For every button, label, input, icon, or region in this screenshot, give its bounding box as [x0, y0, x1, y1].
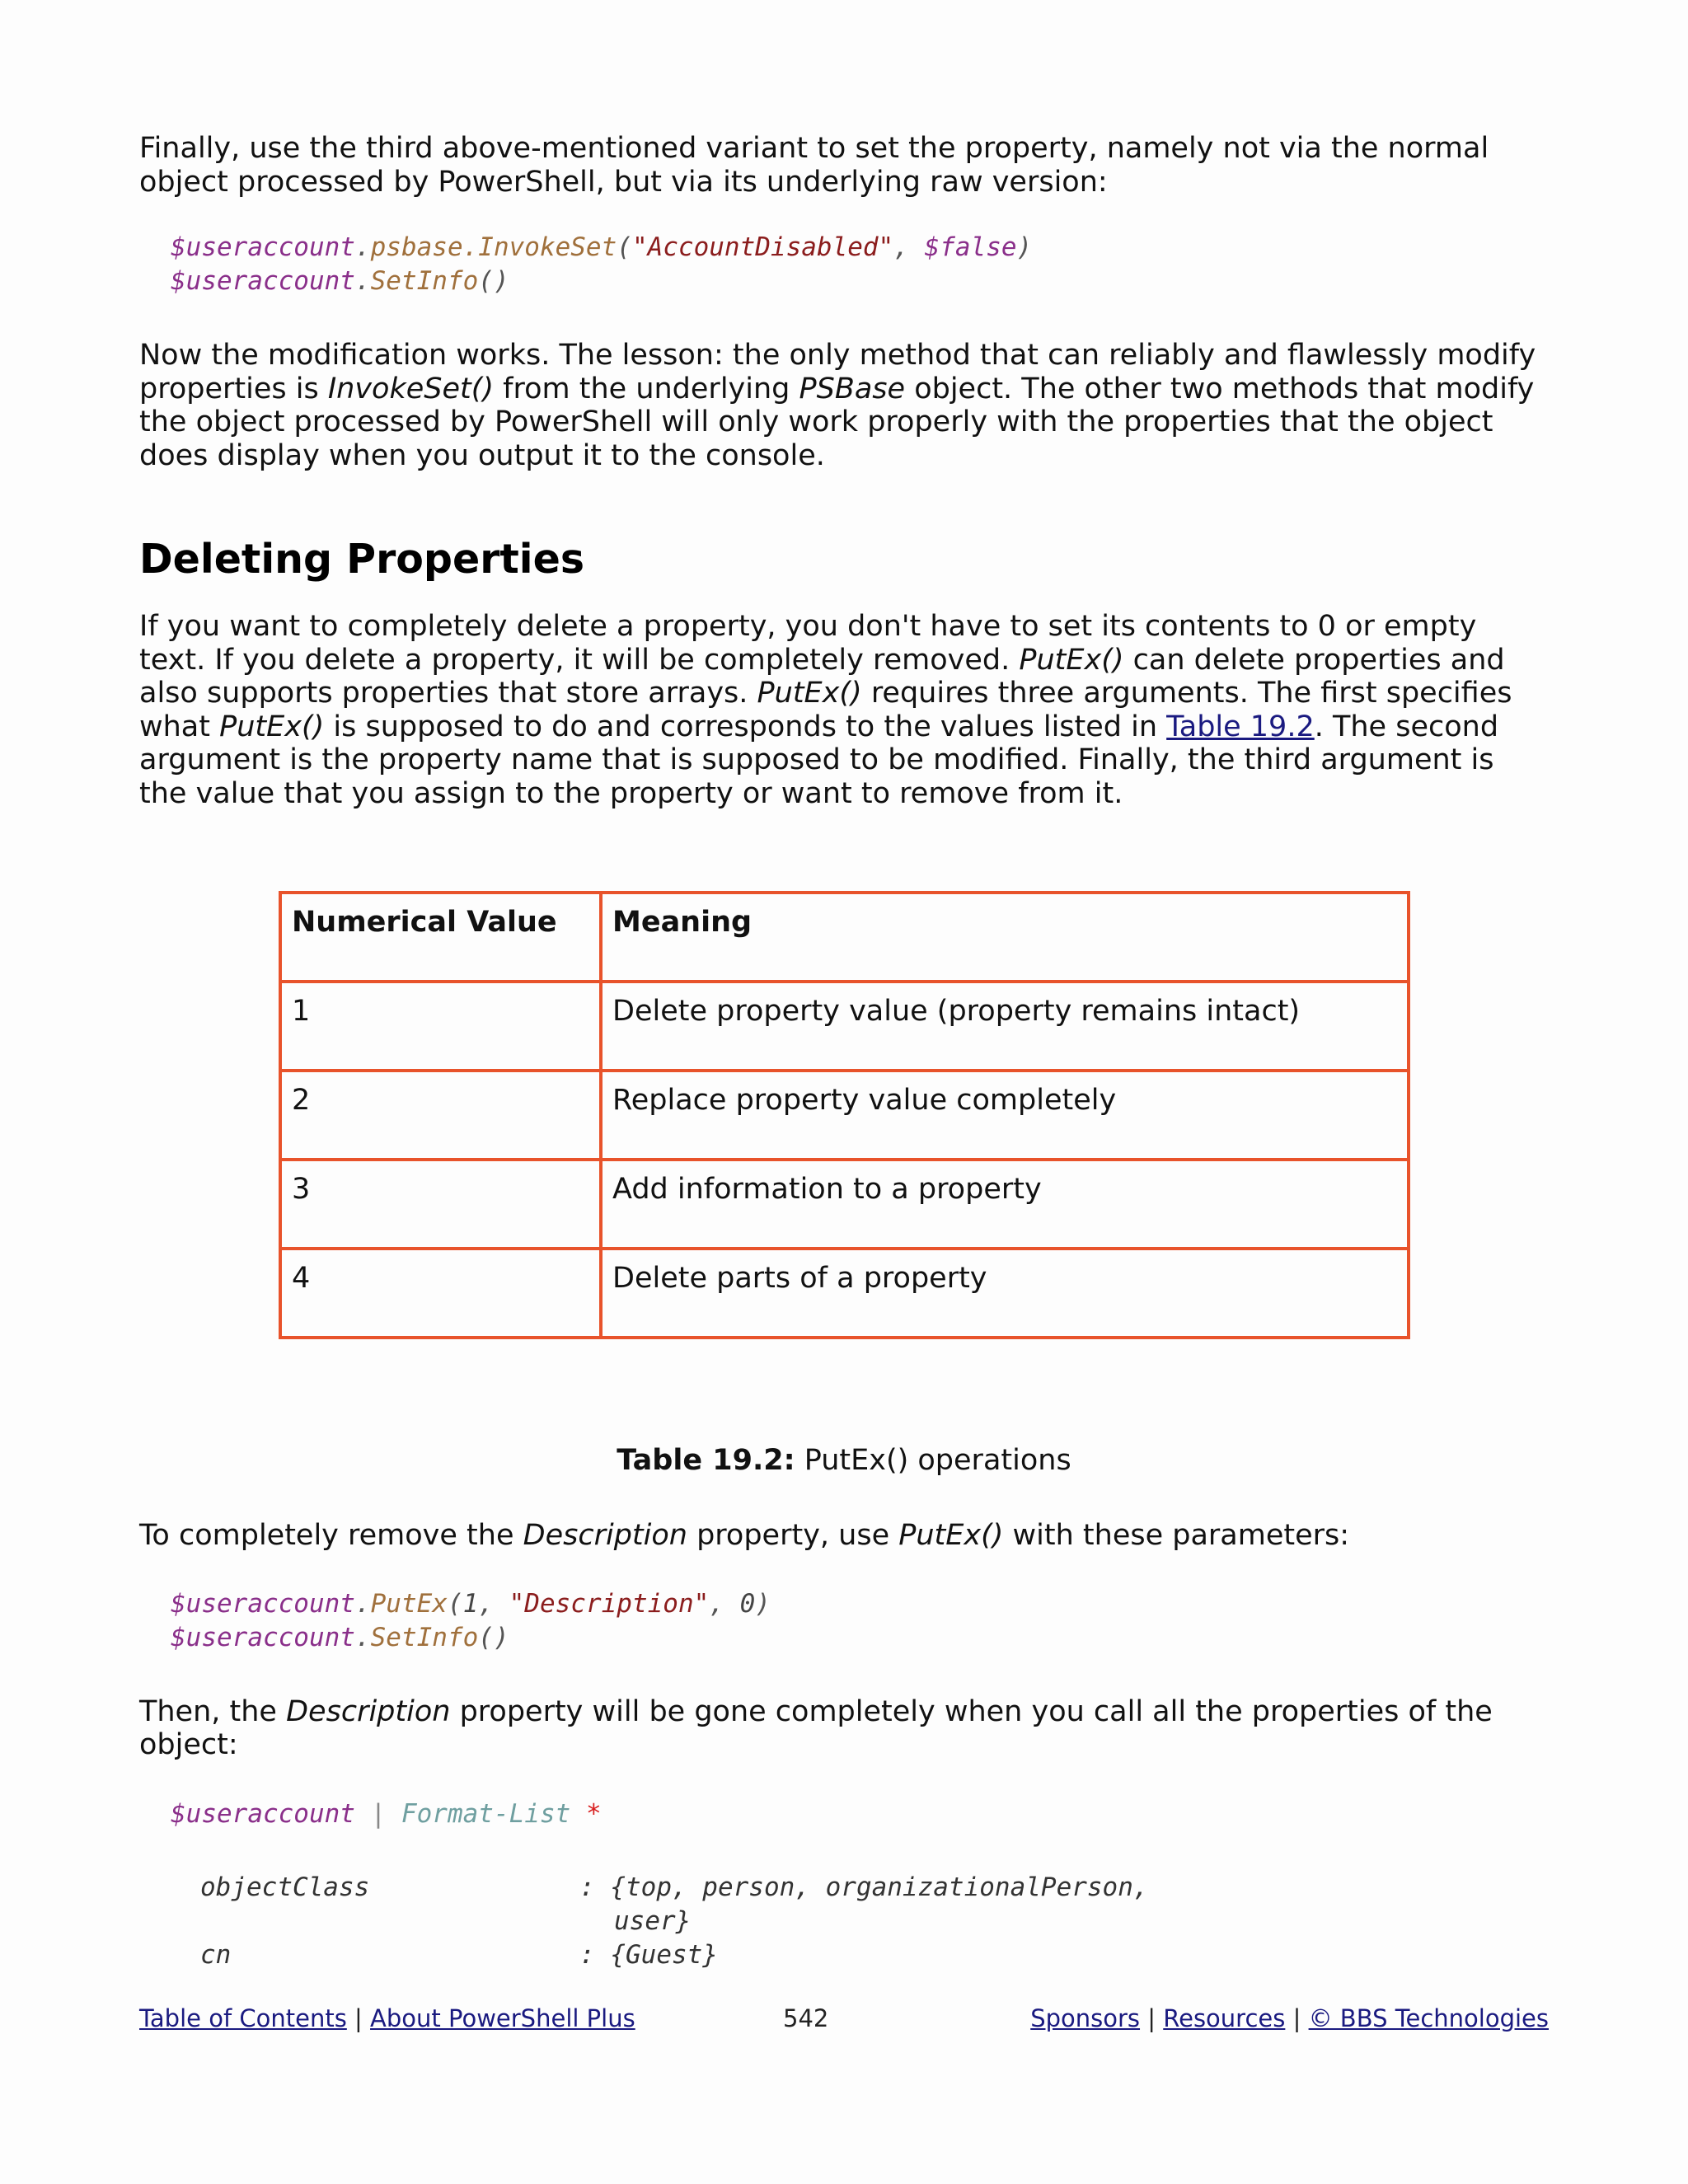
lower-content: [139, 1519, 1549, 1976]
table-cell: Replace property value completely: [601, 1071, 1409, 1160]
table-header-row: [280, 893, 1409, 982]
header-cell: Numerical Value: [280, 893, 601, 982]
console-output: [139, 1871, 1549, 1976]
table-row: [280, 982, 1409, 1071]
table-19-2-link[interactable]: Table 19.2: [1166, 710, 1315, 743]
output-key: objectClass: [200, 1872, 370, 1902]
table-cell: Delete parts of a property: [601, 1249, 1409, 1338]
output-key: cn: [200, 1939, 232, 1970]
lesson-paragraph: Now the modification works. The lesson: the only method that can reliably and flawlessly modify properties is InvokeSet() from the underlying PSBase object. The other two methods that modify the object processed by PowerShell will only work properly with the properties that the object does display when you output it to the console.: [139, 339, 1536, 472]
output-value: : {top, person, organizationalPerson,: [579, 1872, 1149, 1902]
output-value: user}: [614, 1905, 692, 1936]
sponsors-link[interactable]: Sponsors: [1030, 2004, 1141, 2032]
table-cell: Add information to a property: [601, 1160, 1409, 1249]
table-cell: 2: [280, 1071, 601, 1160]
section-heading: Deleting Properties: [139, 536, 585, 583]
page-content: [139, 132, 1549, 810]
table-cell: Delete property value (property remains intact): [601, 982, 1409, 1071]
table-row: [280, 1071, 1409, 1160]
header-cell: Meaning: [601, 893, 1409, 982]
table-row: [280, 1160, 1409, 1249]
page-number: 542: [783, 2004, 829, 2032]
table-cell: 3: [280, 1160, 601, 1249]
about-powershell-plus-link[interactable]: About PowerShell Plus: [370, 2004, 635, 2032]
remove-description-paragraph: To completely remove the Description property, use PutEx() with these parameters:: [139, 1519, 1350, 1552]
resources-link[interactable]: Resources: [1163, 2004, 1286, 2032]
putex-paragraph: If you want to completely delete a property, you don't have to set its contents to 0 or empty text. If you delete a property, it will be completely removed. PutEx() can delete properties and also supports properties that store arrays. PutEx() requires three arguments. The first specifies what PutEx() is supposed to do and corresponds to the values listed in Table 19.2. The second argument is the property name that is supposed to be modified. Finally, the third argument is the value that you assign to the property or want to remove from it.: [139, 610, 1512, 810]
table-cell: 4: [280, 1249, 601, 1338]
code-block-putex: $useraccount.PutEx(1, "Description", 0) $useraccount.SetInfo(): [171, 1588, 771, 1652]
putex-operations-table: [279, 891, 1410, 1339]
code-block-format-list: $useraccount | Format-List *: [171, 1798, 602, 1829]
footer-right: Sponsors | Resources | © BBS Technologies: [1030, 2004, 1549, 2032]
code-block-invokeset: $useraccount.psbase.InvokeSet("AccountDisabled", $false) $useraccount.SetInfo(): [171, 232, 1033, 296]
gone-paragraph: Then, the Description property will be gone completely when you call all the properties of the object:: [139, 1694, 1493, 1761]
footer-left: Table of Contents | About PowerShell Plus: [139, 2004, 635, 2032]
intro-paragraph: Finally, use the third above-mentioned variant to set the property, namely not via the normal object processed by PowerShell, but via its underlying raw version:: [139, 132, 1489, 199]
table-cell: 1: [280, 982, 601, 1071]
table-row: [280, 1249, 1409, 1338]
table-of-contents-link[interactable]: Table of Contents: [139, 2004, 347, 2032]
output-value: : {Guest}: [579, 1939, 718, 1970]
table-caption: Table 19.2: PutEx() operations: [617, 1444, 1071, 1477]
bbs-technologies-link[interactable]: © BBS Technologies: [1308, 2004, 1549, 2032]
